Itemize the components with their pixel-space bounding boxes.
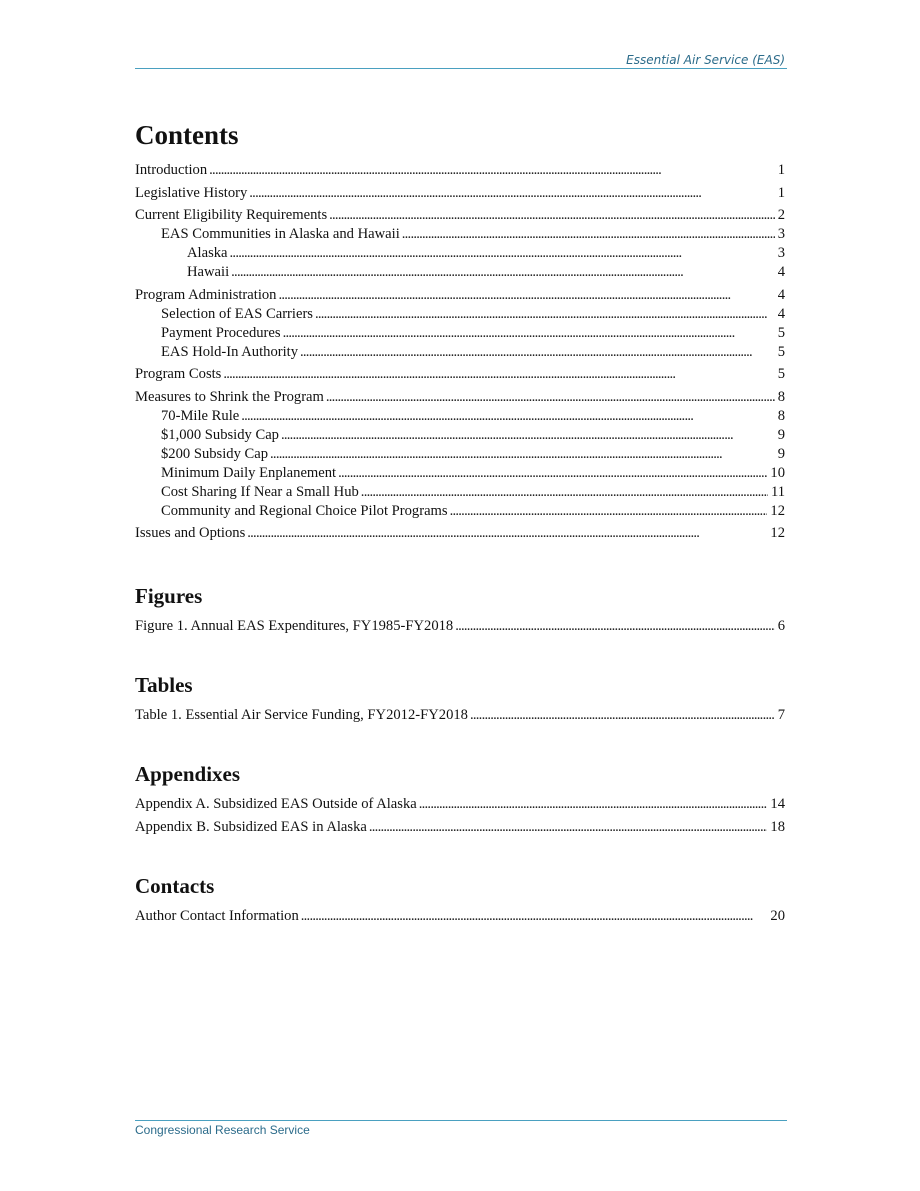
dot-leader [301, 906, 768, 926]
toc-entry-link[interactable] [135, 464, 785, 483]
toc-entry-page-number: 20 [770, 907, 785, 924]
dot-leader [231, 263, 775, 282]
dot-leader [361, 483, 768, 502]
contacts-list [135, 906, 785, 926]
dot-leader [369, 817, 768, 837]
toc-entry-page-number: 1 [777, 184, 785, 201]
dot-leader [329, 205, 775, 225]
contents-list [135, 160, 785, 543]
table-of-contents [135, 120, 785, 926]
toc-entry-link[interactable] [135, 225, 785, 244]
toc-entry-page-number: 4 [777, 305, 785, 322]
figures-list [135, 616, 785, 636]
toc-entry-label: $200 Subsidy Cap [161, 445, 269, 462]
toc-entry-link[interactable] [135, 263, 785, 282]
toc-entry-link[interactable] [135, 616, 785, 636]
appendixes-section [135, 762, 785, 837]
toc-entry-label: Appendix A. Subsidized EAS Outside of Alaska [135, 796, 417, 812]
toc-entry-page-number: 5 [777, 324, 785, 341]
dot-leader [315, 305, 775, 324]
tables-title: Tables [135, 673, 193, 697]
toc-entry-link[interactable] [135, 387, 785, 407]
contents-title: Contents [135, 120, 239, 150]
dot-leader [419, 794, 768, 814]
toc-entry-label: Cost Sharing If Near a Small Hub [161, 483, 359, 500]
toc-entry-label: 70-Mile Rule [161, 407, 240, 424]
toc-entry-label: Current Eligibility Requirements [135, 207, 328, 223]
toc-entry-link[interactable] [135, 285, 785, 305]
dot-leader [338, 464, 767, 483]
toc-entry-label: Selection of EAS Carriers [161, 305, 313, 322]
toc-entry-link[interactable] [135, 426, 785, 445]
toc-entry-label: Community and Regional Choice Pilot Programs [161, 502, 448, 519]
dot-leader [247, 523, 767, 543]
toc-entry-page-number: 1 [777, 162, 785, 178]
toc-entry-page-number: 11 [770, 483, 785, 500]
toc-entry-link[interactable] [135, 483, 785, 502]
contacts-title: Contacts [135, 873, 215, 898]
toc-entry-label: Measures to Shrink the Program [135, 388, 324, 405]
toc-entry-link[interactable] [135, 794, 785, 814]
toc-entry-label: Program Costs [135, 366, 222, 382]
dot-leader [241, 407, 774, 426]
toc-entry-page-number: 8 [777, 407, 785, 424]
toc-entry-label: Author Contact Information [135, 907, 299, 924]
toc-entry-label: $1,000 Subsidy Cap [161, 426, 279, 443]
toc-entry-label: Legislative History [135, 184, 248, 201]
dot-leader [402, 225, 775, 244]
dot-leader [283, 324, 775, 343]
footer-text: Congressional Research Service [135, 1123, 310, 1137]
toc-entry-link[interactable] [135, 205, 785, 225]
header-rule [135, 68, 787, 69]
footer-rule [135, 1120, 787, 1121]
contents-section [135, 120, 785, 543]
dot-leader [249, 183, 774, 203]
toc-entry-link[interactable] [135, 817, 785, 837]
toc-entry-link[interactable] [135, 244, 785, 263]
toc-entry-page-number: 5 [777, 366, 785, 382]
dot-leader [223, 364, 774, 384]
tables-list [135, 705, 785, 725]
toc-entry-page-number: 12 [770, 502, 785, 519]
toc-entry-label: Minimum Daily Enplanement [161, 464, 337, 481]
toc-entry-page-number: 9 [777, 426, 785, 443]
running-header-title: Essential Air Service (EAS) [626, 53, 785, 67]
dot-leader [270, 445, 775, 464]
appendixes-title: Appendixes [135, 762, 241, 786]
dot-leader [230, 244, 775, 263]
toc-entry-page-number: 6 [777, 618, 785, 634]
toc-entry-label: EAS Communities in Alaska and Hawaii [161, 226, 400, 242]
toc-entry-label: Table 1. Essential Air Service Funding, FY2012-FY2018 [135, 707, 468, 723]
toc-entry-link[interactable] [135, 445, 785, 464]
toc-entry-page-number: 7 [777, 707, 785, 723]
toc-entry-page-number: 4 [777, 286, 785, 303]
toc-entry-label: Program Administration [135, 286, 277, 303]
figures-section [135, 584, 785, 636]
toc-entry-page-number: 12 [770, 525, 785, 541]
toc-entry-page-number: 3 [777, 226, 785, 242]
toc-entry-page-number: 5 [777, 343, 785, 360]
toc-entry-link[interactable] [135, 523, 785, 543]
toc-entry-label: Figure 1. Annual EAS Expenditures, FY1985-FY2018 [135, 618, 454, 634]
toc-entry-page-number: 10 [770, 464, 785, 481]
toc-entry-link[interactable] [135, 364, 785, 384]
tables-section [135, 673, 785, 725]
toc-entry-page-number: 8 [777, 388, 785, 405]
toc-entry-link[interactable] [135, 906, 785, 926]
toc-entry-link[interactable] [135, 343, 785, 362]
dot-leader [300, 343, 775, 362]
figures-title: Figures [135, 584, 203, 608]
dot-leader [326, 387, 775, 407]
toc-entry-page-number: 9 [777, 445, 785, 462]
toc-entry-link[interactable] [135, 160, 785, 180]
toc-entry-link[interactable] [135, 324, 785, 343]
dot-leader [455, 616, 774, 636]
dot-leader [278, 285, 774, 305]
toc-entry-link[interactable] [135, 502, 785, 521]
toc-entry-link[interactable] [135, 705, 785, 725]
toc-entry-link[interactable] [135, 305, 785, 324]
toc-entry-label: EAS Hold-In Authority [161, 343, 299, 360]
toc-entry-page-number: 18 [770, 818, 785, 835]
toc-entry-label: Alaska [187, 245, 228, 261]
contacts-section [135, 874, 785, 926]
toc-entry-label: Hawaii [187, 264, 230, 280]
toc-entry-link[interactable] [135, 183, 785, 203]
toc-entry-label: Issues and Options [135, 525, 246, 541]
dot-leader [281, 426, 775, 445]
toc-entry-page-number: 2 [777, 207, 785, 223]
toc-entry-page-number: 14 [770, 796, 785, 812]
toc-entry-page-number: 4 [777, 264, 785, 280]
toc-entry-page-number: 3 [777, 245, 785, 261]
dot-leader [450, 502, 768, 521]
dot-leader [470, 705, 775, 725]
toc-entry-label: Appendix B. Subsidized EAS in Alaska [135, 818, 367, 835]
appendixes-list [135, 794, 785, 837]
toc-entry-link[interactable] [135, 407, 785, 426]
dot-leader [209, 160, 775, 180]
toc-entry-label: Payment Procedures [161, 324, 281, 341]
toc-entry-label: Introduction [135, 162, 208, 178]
